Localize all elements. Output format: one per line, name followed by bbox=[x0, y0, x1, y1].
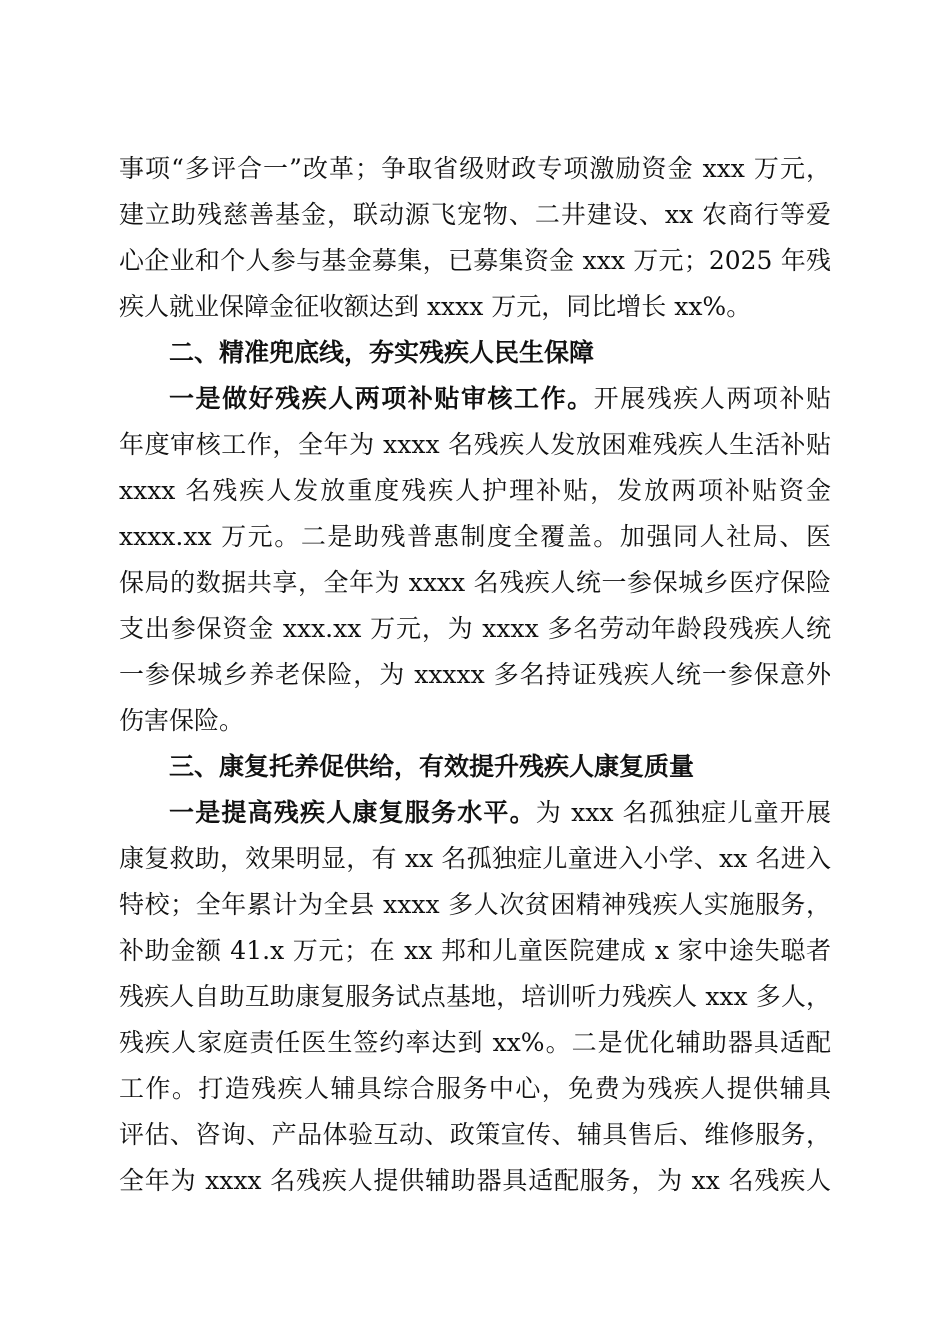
text-line: 年度审核工作，全年为 xxxx 名残疾人发放困难残疾人生活补贴 bbox=[119, 430, 831, 459]
text-line: 心企业和个人参与基金募集，已募集资金 xxx 万元；2025 年残 bbox=[119, 246, 831, 275]
paragraph-reform-funding bbox=[119, 146, 831, 330]
text-line-first bbox=[119, 790, 831, 836]
text-line: 全年为 xxxx 名残疾人提供辅助器具适配服务，为 xx 名残疾人 bbox=[119, 1166, 831, 1195]
text-line: 评估、咨询、产品体验互动、政策宣传、辅具售后、维修服务， bbox=[119, 1120, 831, 1149]
text-line: 残疾人家庭责任医生签约率达到 xx%。二是优化辅助器具适配 bbox=[119, 1028, 831, 1057]
document-body bbox=[119, 146, 831, 1204]
section-heading-livelihood: 二、精准兜底线，夯实残疾人民生保障 bbox=[169, 338, 595, 367]
text-line-first bbox=[119, 376, 831, 422]
text-line: 补助金额 41.x 万元；在 xx 邦和儿童医院建成 x 家中途失聪者 bbox=[119, 936, 831, 965]
text-line: 特校；全年累计为全县 xxxx 多人次贫困精神残疾人实施服务， bbox=[119, 890, 831, 919]
text-line: 保局的数据共享，全年为 xxxx 名残疾人统一参保城乡医疗保险 bbox=[119, 568, 831, 597]
text-line: xxxx.xx 万元。二是助残普惠制度全覆盖。加强同人社局、医 bbox=[119, 522, 831, 551]
text-line: xxxx 名残疾人发放重度残疾人护理补贴，发放两项补贴资金 bbox=[119, 476, 831, 505]
text-line: 残疾人自助互助康复服务试点基地，培训听力残疾人 xxx 多人， bbox=[119, 982, 831, 1011]
text-line: 支出参保资金 xxx.xx 万元，为 xxxx 多名劳动年龄段残疾人统 bbox=[119, 614, 831, 643]
text-line: 伤害保险。 bbox=[119, 706, 245, 735]
paragraph-subsidies bbox=[119, 376, 831, 744]
text-span: 为 xxx 名孤独症儿童开展 bbox=[535, 798, 831, 827]
text-line: 康复救助，效果明显，有 xx 名孤独症儿童进入小学、xx 名进入 bbox=[119, 844, 831, 873]
section-heading-rehabilitation: 三、康复托养促供给，有效提升残疾人康复质量 bbox=[169, 752, 695, 781]
text-line: 疾人就业保障金征收额达到 xxxx 万元，同比增长 xx%。 bbox=[119, 292, 752, 321]
text-span: 开展残疾人两项补贴 bbox=[593, 384, 831, 413]
lead-phrase: 一是提高残疾人康复服务水平。 bbox=[169, 798, 536, 827]
lead-phrase: 一是做好残疾人两项补贴审核工作。 bbox=[169, 384, 594, 413]
paragraph-rehab-services bbox=[119, 790, 831, 1204]
text-line: 建立助残慈善基金，联动源飞宠物、二井建设、xx 农商行等爱 bbox=[119, 200, 831, 229]
text-line: 工作。打造残疾人辅具综合服务中心，免费为残疾人提供辅具 bbox=[119, 1074, 831, 1103]
text-line: 一参保城乡养老保险，为 xxxxx 多名持证残疾人统一参保意外 bbox=[119, 660, 831, 689]
text-line: 事项“多评合一”改革；争取省级财政专项激励资金 xxx 万元， bbox=[119, 154, 831, 183]
